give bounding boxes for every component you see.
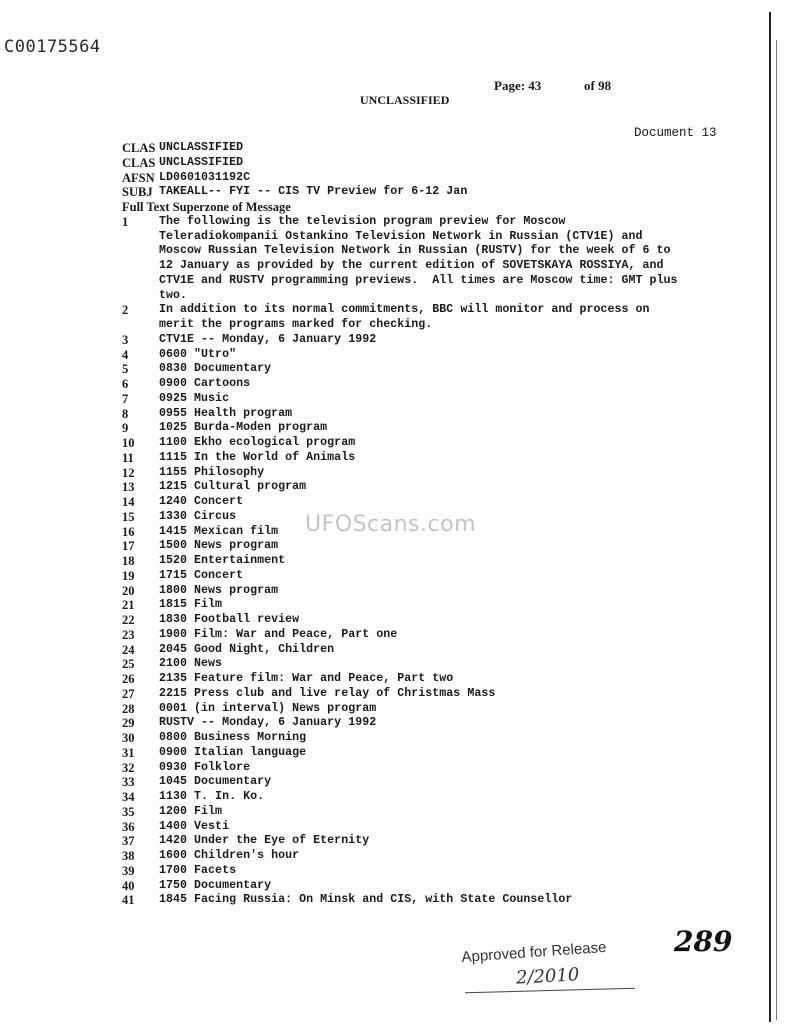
meta-row [122, 156, 762, 171]
schedule-line-number: 19 [122, 568, 135, 583]
schedule-line-number: 34 [122, 790, 135, 804]
schedule-entry: 1420 Under the Eye of Eternity [159, 834, 370, 848]
schedule-line-number: 11 [122, 450, 134, 465]
schedule-entry: 2215 Press club and live relay of Christmas Mass [159, 686, 496, 700]
schedule-entry: 1240 Concert [159, 495, 244, 508]
page-total-label: of 98 [584, 78, 612, 93]
schedule-row [122, 613, 762, 628]
schedule-row [122, 716, 762, 731]
schedule-entry: 0955 Health program [159, 406, 293, 420]
schedule-line-number: 15 [122, 509, 135, 524]
release-stamp: Approved for Release [461, 938, 607, 966]
meta-label: CLAS [122, 141, 156, 155]
paragraph-line [122, 274, 762, 289]
meta-value: TAKEALL-- FYI -- CIS TV Preview for 6-12 Jan [159, 185, 468, 199]
schedule-entry: 2045 Good Night, Children [159, 642, 335, 656]
paragraph-number: 1 [122, 214, 129, 229]
schedule-row [122, 628, 762, 643]
paragraphs [122, 215, 762, 333]
schedule-entry: 1130 T. In. Ko. [159, 790, 265, 803]
schedule-line-number: 31 [122, 745, 135, 760]
schedule-line-number: 39 [122, 863, 135, 878]
paragraph-number [122, 259, 159, 274]
schedule-entry: RUSTV -- Monday, 6 January 1992 [159, 716, 377, 730]
schedule-entry: 0900 Cartoons [159, 377, 251, 390]
schedule-entry: 1600 Children's hour [159, 849, 300, 862]
schedule-row [122, 377, 762, 392]
schedule-entry: 1415 Mexican film [159, 524, 279, 538]
schedule-line-number: 28 [122, 701, 135, 716]
schedule-row [122, 480, 762, 495]
schedule-row [122, 421, 762, 436]
schedule-entry: 0830 Documentary [159, 362, 272, 376]
schedule-row [122, 805, 762, 820]
handwritten-page-number: 289 [674, 925, 733, 958]
schedule-line-number: 32 [122, 760, 135, 775]
schedule-line-number: 25 [122, 657, 135, 672]
paragraph-line [122, 303, 762, 318]
schedule-row [122, 790, 762, 805]
paragraph-text: In addition to its normal commitments, BBC will monitor and process on [159, 303, 650, 317]
schedule-row [122, 864, 762, 879]
schedule-entry: 1815 Film [159, 598, 223, 612]
schedule-row [122, 672, 762, 687]
schedule-entry: 0800 Business Morning [159, 731, 307, 744]
schedule-entry: 1700 Facets [159, 863, 237, 877]
paragraph-text: merit the programs marked for checking. [159, 318, 433, 331]
right-margin-rule [769, 12, 771, 1022]
schedule-row [122, 362, 762, 377]
schedule-line-number: 40 [122, 878, 135, 893]
paragraph-number [122, 318, 159, 333]
schedule-entry: 1100 Ekho ecological program [159, 436, 356, 449]
schedule-line-number: 23 [122, 627, 135, 642]
classification-heading: UNCLASSIFIED [360, 93, 450, 107]
schedule-row [122, 702, 762, 717]
schedule-row [122, 687, 762, 702]
paragraph-line [122, 230, 762, 245]
program-schedule [122, 333, 762, 908]
schedule-row [122, 820, 762, 835]
schedule-row [122, 466, 762, 481]
paragraph-text: CTV1E and RUSTV programming previews. All times are Moscow time: GMT plus [159, 273, 678, 287]
schedule-entry: 1400 Vesti [159, 819, 230, 833]
paragraph-number [122, 289, 159, 304]
schedule-entry: 1520 Entertainment [159, 554, 286, 567]
schedule-line-number: 10 [122, 436, 135, 450]
schedule-line-number: 41 [122, 893, 135, 908]
paragraph-number [122, 230, 159, 245]
schedule-line-number: 14 [122, 495, 135, 509]
schedule-row [122, 761, 762, 776]
schedule-line-number: 20 [122, 583, 135, 598]
schedule-row [122, 731, 762, 746]
paragraph-text: Teleradiokompanii Ostankino Television Network in Russian (CTV1E) and [159, 229, 643, 243]
schedule-line-number: 3 [122, 332, 129, 347]
schedule-line-number: 35 [122, 804, 135, 819]
meta-row [122, 141, 762, 156]
schedule-entry: 1330 Circus [159, 509, 237, 523]
schedule-entry: CTV1E -- Monday, 6 January 1992 [159, 332, 377, 346]
schedule-line-number: 6 [122, 377, 129, 391]
schedule-entry: 1155 Philosophy [159, 465, 265, 479]
paragraph-number: 2 [122, 303, 129, 318]
paragraph-line [122, 259, 762, 274]
schedule-row [122, 657, 762, 672]
meta-value: LD0601031192C [159, 170, 251, 184]
schedule-line-number: 18 [122, 554, 135, 568]
schedule-entry: 2100 News [159, 657, 223, 671]
schedule-line-number: 36 [122, 819, 135, 834]
paragraph-text: 12 January as provided by the current edition of SOVETSKAYA ROSSIYA, and [159, 259, 664, 272]
schedule-row [122, 436, 762, 451]
paragraph-line [122, 318, 762, 333]
schedule-row [122, 348, 762, 363]
schedule-entry: 1715 Concert [159, 568, 244, 582]
schedule-entry: 0600 "Utro" [159, 347, 237, 361]
paragraph-text: two. [159, 288, 188, 302]
document-number: Document 13 [634, 126, 717, 140]
schedule-row [122, 495, 762, 510]
meta-value: UNCLASSIFIED [159, 155, 244, 169]
right-margin-rule-secondary [776, 40, 777, 1020]
schedule-line-number: 8 [122, 406, 129, 421]
schedule-line-number: 26 [122, 672, 135, 686]
paragraph-line [122, 289, 762, 304]
schedule-row [122, 893, 762, 908]
schedule-line-number: 7 [122, 391, 129, 406]
schedule-row [122, 834, 762, 849]
schedule-line-number: 30 [122, 731, 135, 745]
schedule-line-number: 29 [122, 716, 135, 731]
watermark: UFOScans.com [305, 512, 476, 537]
schedule-entry: 1045 Documentary [159, 775, 272, 789]
schedule-line-number: 17 [122, 539, 135, 554]
schedule-row [122, 451, 762, 466]
paragraph-text: The following is the television program preview for Moscow [159, 214, 566, 228]
schedule-entry: 1500 News program [159, 539, 279, 553]
schedule-row [122, 407, 762, 422]
schedule-row [122, 879, 762, 894]
document-control-number: C00175564 [4, 37, 101, 57]
schedule-entry: 1830 Football review [159, 613, 300, 626]
schedule-row [122, 333, 762, 348]
schedule-entry: 0001 (in interval) News program [159, 701, 377, 715]
schedule-entry: 1900 Film: War and Peace, Part one [159, 627, 398, 641]
full-text-heading-row [122, 200, 762, 215]
schedule-entry: 1215 Cultural program [159, 480, 307, 494]
schedule-line-number: 13 [122, 480, 135, 495]
schedule-entry: 1750 Documentary [159, 878, 272, 892]
schedule-entry: 1200 Film [159, 804, 223, 818]
schedule-entry: 2135 Feature film: War and Peace, Part two [159, 672, 454, 685]
schedule-entry: 0900 Italian language [159, 745, 307, 759]
schedule-row [122, 539, 762, 554]
meta-label: AFSN [122, 170, 155, 185]
schedule-row [122, 643, 762, 658]
schedule-entry: 0930 Folklore [159, 760, 251, 774]
page-number-label: Page: 43 [494, 78, 542, 93]
schedule-line-number: 24 [122, 642, 135, 657]
release-date-handwritten: 2/2010 [515, 964, 580, 989]
paragraph-text: Moscow Russian Television Network in Russian (RUSTV) for the week of 6 to [159, 244, 671, 258]
paragraph-line [122, 244, 762, 259]
schedule-entry: 0925 Music [159, 391, 230, 405]
schedule-entry: 1800 News program [159, 583, 279, 597]
schedule-line-number: 33 [122, 775, 135, 790]
schedule-row [122, 584, 762, 599]
meta-row [122, 185, 762, 200]
meta-value: UNCLASSIFIED [159, 141, 244, 154]
schedule-row [122, 775, 762, 790]
schedule-row [122, 554, 762, 569]
schedule-entry: 1025 Burda-Moden program [159, 421, 328, 435]
schedule-row [122, 598, 762, 613]
schedule-line-number: 27 [122, 686, 135, 701]
paragraph-number [122, 274, 159, 289]
schedule-line-number: 22 [122, 613, 135, 627]
schedule-line-number: 4 [122, 347, 129, 362]
schedule-line-number: 16 [122, 524, 135, 539]
schedule-row [122, 392, 762, 407]
schedule-row [122, 849, 762, 864]
schedule-line-number: 21 [122, 598, 135, 613]
schedule-row [122, 746, 762, 761]
schedule-line-number: 37 [122, 834, 135, 849]
paragraph-line [122, 215, 762, 230]
schedule-line-number: 38 [122, 849, 135, 863]
meta-label: CLAS [122, 155, 156, 170]
schedule-entry: 1845 Facing Russia: On Minsk and CIS, with State Counsellor [159, 893, 573, 907]
schedule-line-number: 12 [122, 465, 135, 480]
schedule-row [122, 569, 762, 584]
paragraph-number [122, 244, 159, 259]
schedule-entry: 1115 In the World of Animals [159, 450, 356, 464]
release-date-underline [465, 988, 635, 993]
schedule-line-number: 5 [122, 362, 129, 377]
meta-label: SUBJ [122, 185, 153, 200]
schedule-line-number: 9 [122, 421, 129, 436]
meta-row [122, 171, 762, 186]
full-text-heading: Full Text Superzone of Message [122, 200, 291, 214]
